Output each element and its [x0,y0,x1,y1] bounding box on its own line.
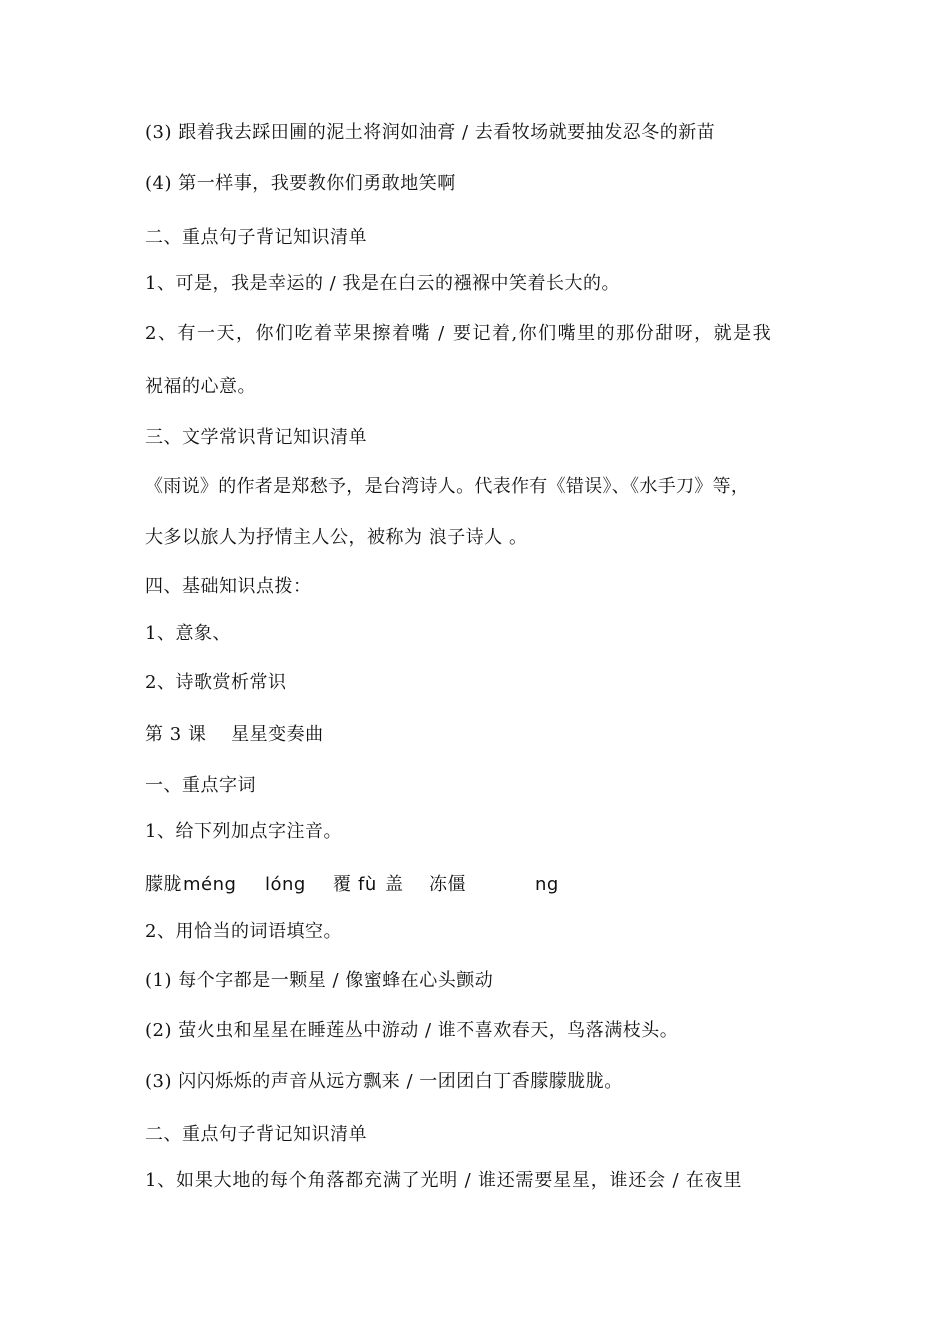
text-line: 1、意象、 [145,623,231,644]
text-line: (1) 每个字都是一颗星 / 像蜜蜂在心头颤动 [145,970,494,991]
pinyin-text: méng [183,874,237,895]
text-line: 1、如果大地的每个角落都充满了光明 / 谁还需要星星，谁还会 / 在夜里 [145,1170,743,1191]
text-line: (2) 萤火虫和星星在睡莲丛中游动 / 谁不喜欢春天，鸟落满枝头。 [145,1020,679,1041]
text-line: 大多以旅人为抒情主人公，被称为 浪子诗人 。 [145,527,528,548]
pinyin-word: 朦胧 [145,874,182,895]
lesson-title: 第 3 课 星星变奏曲 [145,724,324,745]
section-heading: 一、重点字词 [145,775,256,796]
text-line: 2、诗歌赏析常识 [145,672,287,693]
text-line: (3) 闪闪烁烁的声音从远方飘来 / 一团团白丁香朦朦胧胧。 [145,1071,623,1092]
text-line: 《雨说》的作者是郑愁予，是台湾诗人。代表作有《错误》、《水手刀》等， [145,476,750,497]
pinyin-word: 冻僵 [429,874,466,895]
section-heading: 四、基础知识点拨： [145,576,312,597]
section-heading: 二、重点句子背记知识清单 [145,1124,367,1145]
text-line: (4) 第一样事，我要教你们勇敢地笑啊 [145,173,456,194]
text-line: 1、可是，我是幸运的 / 我是在白云的襁褓中笑着长大的。 [145,273,620,294]
text-line: 1、给下列加点字注音。 [145,821,342,842]
text-line: 祝福的心意。 [145,376,256,397]
text-line: 2、用恰当的词语填空。 [145,921,342,942]
pinyin-text: fù [358,874,377,895]
pinyin-word: 盖 [385,874,404,895]
section-heading: 三、文学常识背记知识清单 [145,427,367,448]
pinyin-text: lóng [265,874,306,895]
section-heading: 二、重点句子背记知识清单 [145,227,367,248]
pinyin-row [145,873,745,897]
pinyin-word: 覆 [333,874,352,895]
text-line: 2、有一天，你们吃着苹果擦着嘴 / 要记着,你们嘴里的那份甜呀，就是我 [145,323,773,344]
text-line: (3) 跟着我去踩田圃的泥土将润如油膏 / 去看牧场就要抽发忍冬的新苗 [145,122,716,143]
pinyin-text: ng [535,874,559,895]
